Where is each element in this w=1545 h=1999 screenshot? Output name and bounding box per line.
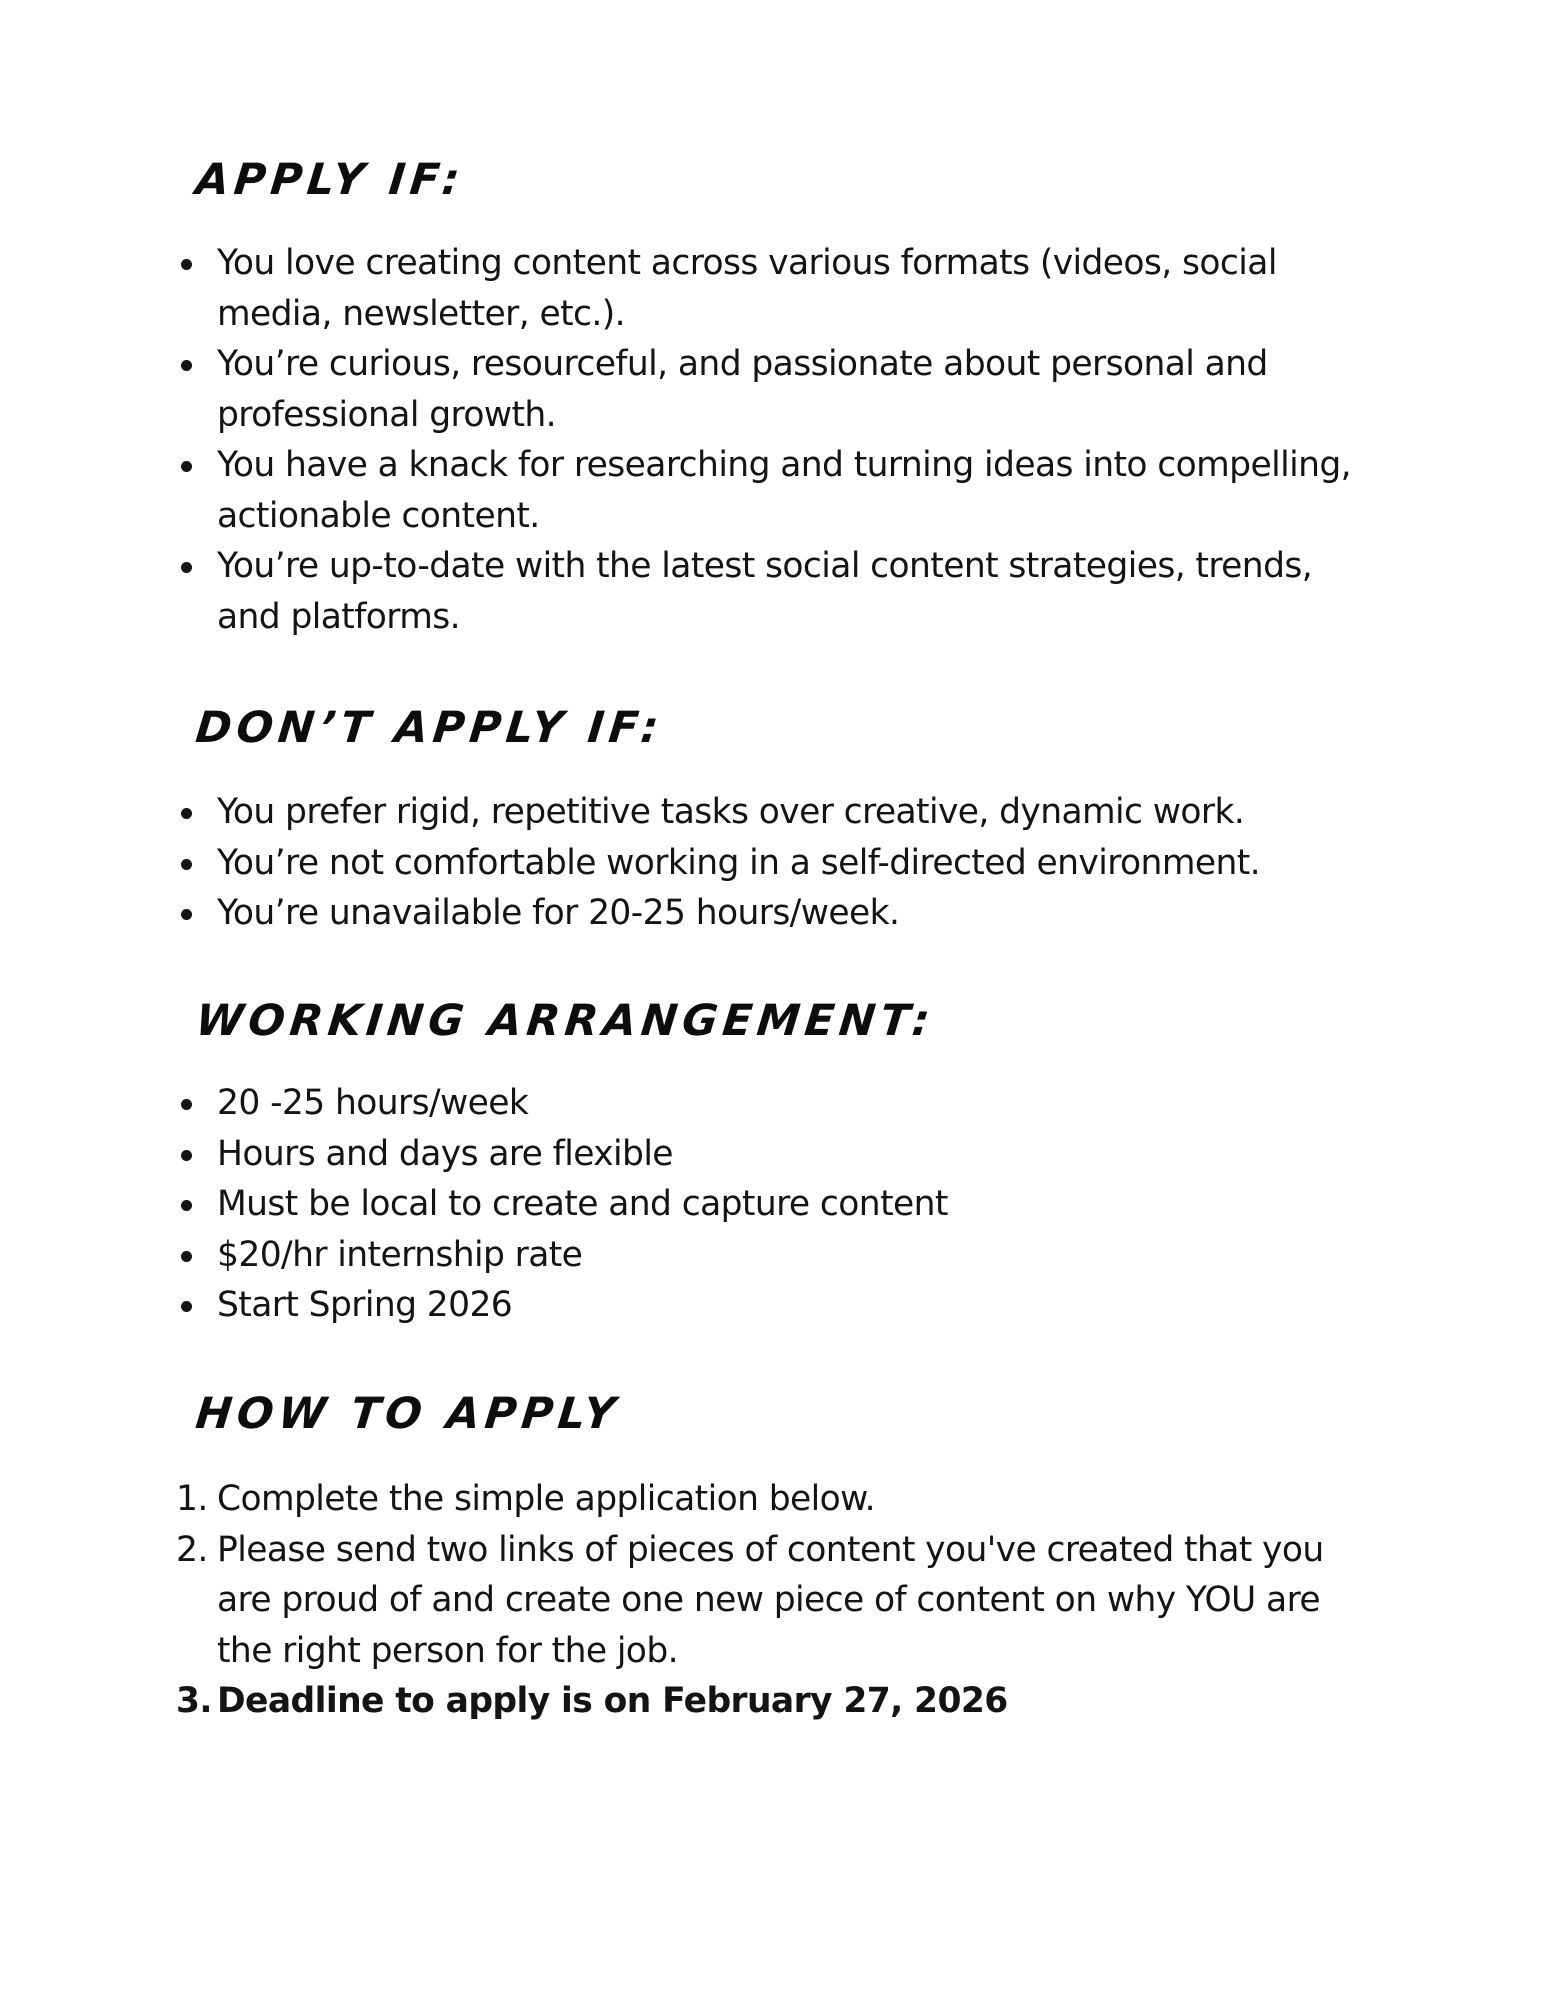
- list-item: [0, 339, 1545, 440]
- bullet-icon: [181, 808, 192, 819]
- list-item: [0, 1474, 1545, 1525]
- list-item-text: Start Spring 2026: [217, 1285, 513, 1325]
- list-item: [0, 1525, 1545, 1677]
- step-number: 2.: [176, 1529, 208, 1570]
- list-item: [0, 888, 1545, 939]
- list-item-text: You’re up-to-date with the latest social content strategies, trends, and platforms.: [217, 546, 1313, 637]
- bullet-icon: [181, 562, 192, 573]
- working-arrangement-heading: WORKING ARRANGEMENT:: [193, 996, 938, 1046]
- step-text: Please send two links of pieces of content you've created that you are proud of and create one new piece of content on why YOU are the right person for the job.: [217, 1529, 1324, 1671]
- list-item: [0, 541, 1545, 642]
- list-item: [0, 1676, 1545, 1727]
- list-item: [0, 1179, 1545, 1230]
- list-item-text: You’re unavailable for 20-25 hours/week.: [217, 893, 900, 933]
- bullet-icon: [181, 1251, 192, 1262]
- list-item: [0, 1230, 1545, 1281]
- bullet-icon: [181, 259, 192, 270]
- list-item-text: You’re not comfortable working in a self-directed environment.: [217, 842, 1261, 883]
- bullet-icon: [181, 1099, 192, 1110]
- list-item-text: You’re curious, resourceful, and passionate about personal and professional growth.: [217, 344, 1268, 435]
- list-item: [0, 838, 1545, 889]
- dont-apply-if-list: [0, 787, 1545, 939]
- list-item-text: You prefer rigid, repetitive tasks over creative, dynamic work.: [217, 792, 1245, 832]
- step-number: 3.: [176, 1681, 212, 1721]
- step-number: 1.: [176, 1479, 208, 1519]
- list-item: [0, 238, 1545, 339]
- apply-if-list: [0, 238, 1545, 642]
- list-item-text: Must be local to create and capture content: [217, 1184, 948, 1224]
- bullet-icon: [181, 1200, 192, 1211]
- list-item: [0, 1129, 1545, 1180]
- step-text: Complete the simple application below.: [217, 1479, 875, 1519]
- list-item-text: You love creating content across various formats (videos, social media, newsletter, etc.).: [217, 243, 1277, 334]
- bullet-icon: [181, 461, 192, 472]
- deadline-text: Deadline to apply is on February 27, 2026: [217, 1681, 1008, 1721]
- working-arrangement-list: [0, 1078, 1545, 1331]
- apply-if-heading: APPLY IF:: [193, 155, 467, 205]
- how-to-apply-heading: HOW TO APPLY: [193, 1389, 623, 1439]
- bullet-icon: [181, 1150, 192, 1161]
- dont-apply-if-heading: DON’T APPLY IF:: [193, 703, 666, 753]
- bullet-icon: [181, 909, 192, 920]
- list-item: [0, 440, 1545, 541]
- list-item: [0, 1078, 1545, 1129]
- bullet-icon: [181, 1301, 192, 1312]
- list-item-text: Hours and days are flexible: [217, 1133, 673, 1174]
- list-item-text: 20 -25 hours/week: [217, 1083, 529, 1123]
- bullet-icon: [181, 360, 192, 371]
- how-to-apply-list: [0, 1474, 1545, 1727]
- list-item-text: $20/hr internship rate: [217, 1234, 583, 1275]
- list-item-text: You have a knack for researching and turning ideas into compelling, actionable content.: [217, 445, 1351, 536]
- list-item: [0, 787, 1545, 838]
- bullet-icon: [181, 859, 192, 870]
- list-item: [0, 1280, 1545, 1331]
